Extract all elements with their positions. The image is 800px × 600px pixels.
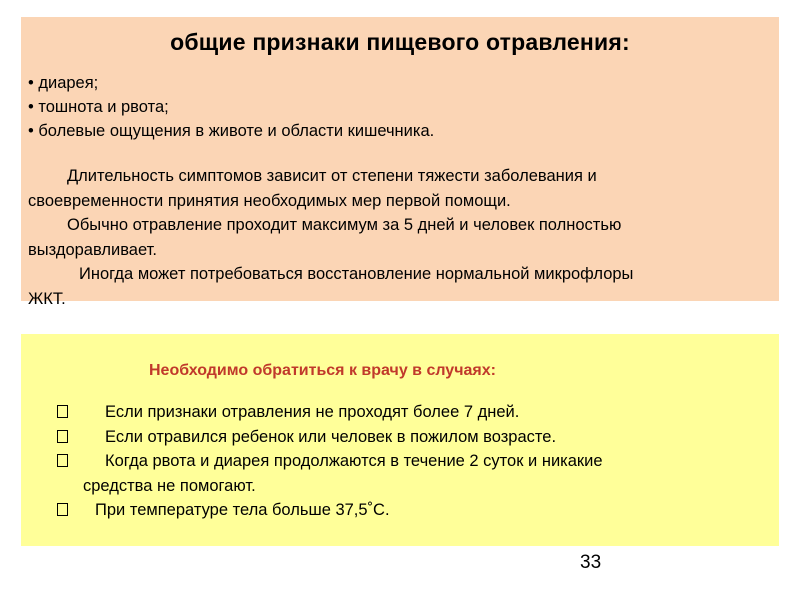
advice-item: Если отравился ребенок или человек в пожилом возрасте. bbox=[57, 425, 757, 450]
symptom-item: • болевые ощущения в животе и области кишечника. bbox=[28, 122, 435, 140]
symptom-item: • диарея; bbox=[28, 74, 99, 92]
advice-item-continuation: средства не помогают. bbox=[83, 476, 256, 495]
paragraph-text: своевременности принятия необходимых мер первой помощи. bbox=[28, 191, 511, 210]
paragraph-text: выздоравливает. bbox=[28, 240, 157, 259]
bullet-box-icon bbox=[57, 454, 68, 467]
symptoms-description bbox=[28, 164, 773, 311]
paragraph-text: Обычно отравление проходит максимум за 5 дней и человек полностью bbox=[67, 216, 622, 234]
bullet-box-icon bbox=[57, 503, 68, 516]
bullet-box-icon bbox=[57, 405, 68, 418]
paragraph-text: Длительность симптомов зависит от степени тяжести заболевания и bbox=[67, 167, 597, 185]
advice-item: Если признаки отравления не проходят более 7 дней. bbox=[57, 400, 757, 425]
advice-item: Когда рвота и диарея продолжаются в течение 2 суток и никакие средства не помогают. bbox=[57, 449, 757, 498]
symptoms-list bbox=[28, 71, 434, 143]
symptoms-title: общие признаки пищевого отравления: bbox=[170, 29, 630, 55]
advice-item: При температуре тела больше 37,5˚С. bbox=[57, 498, 757, 523]
bullet-box-icon bbox=[57, 430, 68, 443]
symptom-item: • тошнота и рвота; bbox=[28, 98, 169, 116]
page-number: 33 bbox=[580, 552, 602, 573]
symptoms-panel bbox=[21, 17, 779, 308]
paragraph-text: ЖКТ. bbox=[28, 289, 66, 308]
paragraph-text: Иногда может потребоваться восстановление нормальной микрофлоры bbox=[79, 265, 634, 283]
doctor-advice-heading: Необходимо обратиться к врачу в случаях: bbox=[149, 362, 496, 379]
doctor-advice-panel bbox=[21, 334, 779, 546]
doctor-advice-list bbox=[57, 400, 757, 523]
